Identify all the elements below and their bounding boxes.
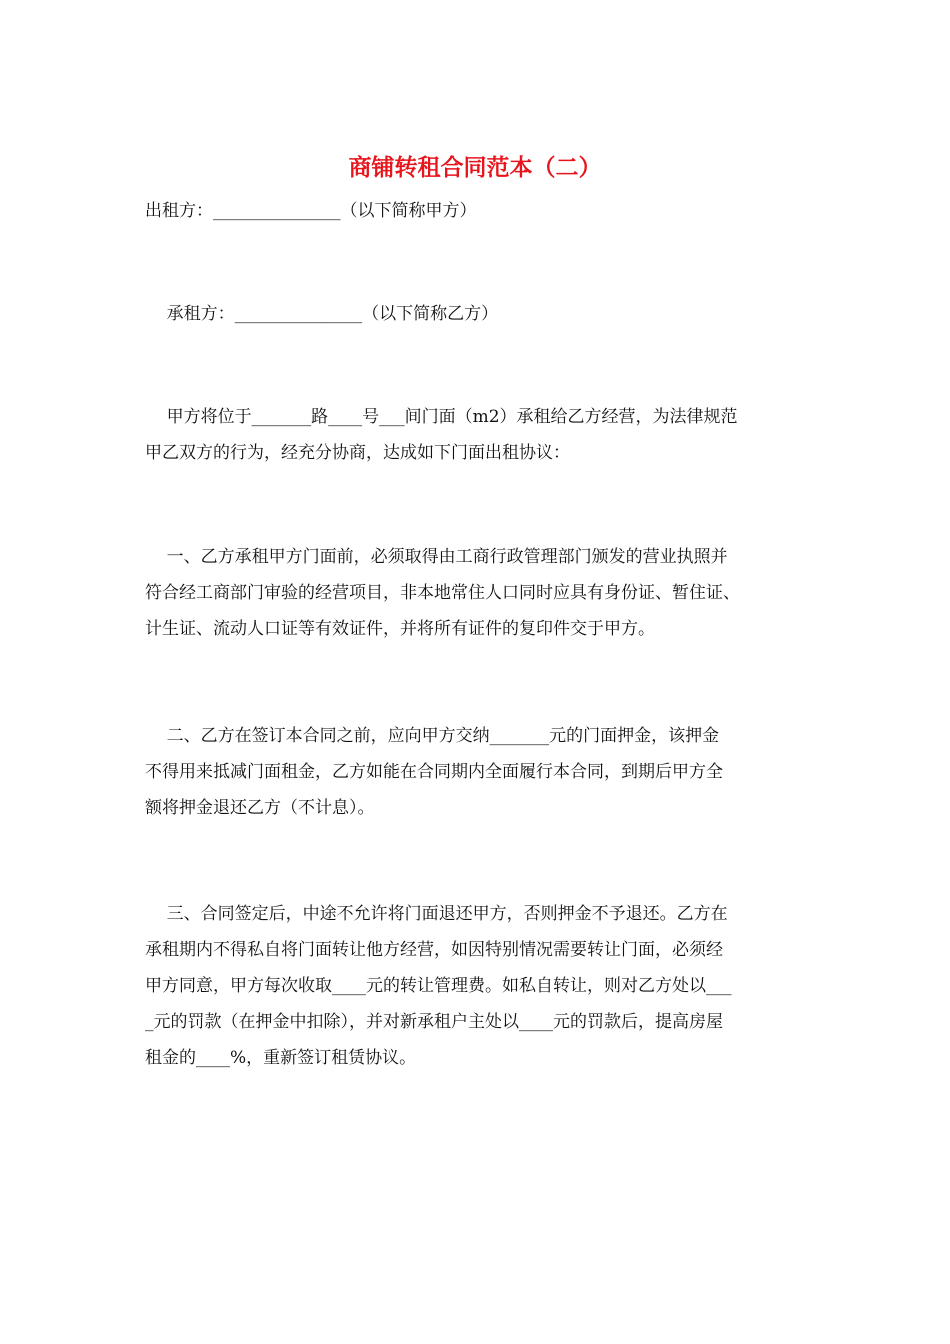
- clause-2-line-3: 额将押金退还乙方（不计息）。: [145, 798, 375, 818]
- intro-line-2: 甲乙双方的行为，经充分协商，达成如下门面出租协议：: [145, 443, 570, 463]
- lessee-line: 承租方：_______________（以下简称乙方）: [145, 304, 499, 324]
- clause-3-paragraph: [145, 896, 810, 1076]
- clause-1-paragraph: [145, 539, 810, 647]
- document-title: 商铺转租合同范本（二）: [348, 155, 602, 181]
- clause-1-line-2: 符合经工商部门审验的经营项目，非本地常住人口同时应具有身份证、暂住证、: [145, 583, 740, 603]
- clause-2-paragraph: [145, 718, 810, 826]
- lessor-line: 出租方：_______________（以下简称甲方）: [145, 201, 477, 221]
- clause-1-line-3: 计生证、流动人口证等有效证件，并将所有证件的复印件交于甲方。: [145, 619, 655, 639]
- clause-1-line-1: 一、乙方承租甲方门面前，必须取得由工商行政管理部门颁发的营业执照并: [145, 547, 728, 567]
- intro-paragraph: [145, 399, 810, 471]
- clause-3-line-5: 租金的____%，重新签订租赁协议。: [145, 1048, 417, 1068]
- clause-3-line-2: 承租期内不得私自将门面转让他方经营，如因特别情况需要转让门面，必须经: [145, 940, 723, 960]
- clause-3-line-1: 三、合同签定后，中途不允许将门面退还甲方，否则押金不予退还。乙方在: [145, 904, 728, 924]
- clause-2-line-1: 二、乙方在签订本合同之前，应向甲方交纳_______元的门面押金，该押金: [145, 726, 720, 746]
- clause-2-line-2: 不得用来抵减门面租金，乙方如能在合同期内全面履行本合同，到期后甲方全: [145, 762, 723, 782]
- intro-line-1: 甲方将位于_______路____号___间门面（m2）承租给乙方经营，为法律规范: [145, 407, 738, 427]
- clause-3-line-3: 甲方同意，甲方每次收取____元的转让管理费。如私自转让，则对乙方处以___: [145, 976, 732, 996]
- clause-3-line-4: _元的罚款（在押金中扣除），并对新承租户主处以____元的罚款后，提高房屋: [145, 1012, 723, 1032]
